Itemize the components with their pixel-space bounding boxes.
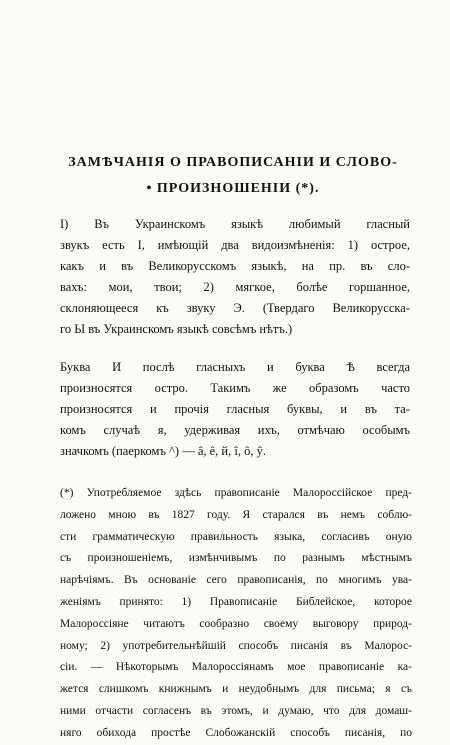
footnote-line: нарѣчіямъ. Въ основаніе сего правописанія, по многимъ ува- bbox=[60, 574, 412, 587]
paragraph-pronunciation bbox=[60, 357, 410, 462]
footnote-line: жется слишкомъ книжнымъ и неудобнымъ для письма; я съ bbox=[60, 683, 412, 696]
text-line: I) Въ Украинскомъ языкѣ любимый гласный bbox=[60, 217, 410, 231]
text-line: комъ случаѣ я, удерживая ихъ, отмѣчаю особымъ bbox=[60, 423, 410, 437]
text-line: значкомъ (паеркомъ ^) — â, ê, й, î, ô, ŷ. bbox=[60, 444, 266, 458]
footnote-line: ному; 2) употребительнѣйшій способъ писанія въ Малорос- bbox=[60, 639, 412, 652]
text-line: склоняющееся къ звуку Э. (Твердаго Великорусска- bbox=[60, 301, 410, 315]
footnote-line: сіи. — Нѣкоторымъ Малороссіянамъ мое правописаніе ка- bbox=[60, 661, 412, 674]
text-line: какъ и въ Великорусскомъ языкѣ, на пр. въ сло- bbox=[60, 259, 410, 273]
text-line: произносятся остро. Такимъ же образомъ часто bbox=[60, 381, 410, 395]
footnote-line: сти грамматическую правильность языка, согласивъ оную bbox=[60, 530, 412, 543]
footnote bbox=[60, 483, 412, 745]
text-line: Буква И послѣ гласныхъ и буква Ѣ всегда bbox=[60, 360, 410, 374]
text-line: произносятся и прочія гласныя буквы, и въ та- bbox=[60, 402, 410, 416]
title-line: • ПРОИЗНОШЕНІИ (*). bbox=[146, 181, 320, 196]
footnote-line: Малороссіяне читаютъ сообразно своему выговору природ- bbox=[60, 617, 412, 630]
footnote-line: (*) Употребляемое здѣсь правописаніе Малороссійское пред- bbox=[60, 487, 412, 499]
text-line: вахъ: мои, твои; 2) мягкое, болѣе горшанное, bbox=[60, 280, 410, 294]
footnote-line: ними отчасти согласенъ въ этомъ, и думаю, что для домаш- bbox=[60, 704, 412, 717]
title-line: ЗАМѢЧАНІЯ О ПРАВОПИСАНІИ И СЛОВО- bbox=[68, 155, 398, 170]
footnote-line: женіямъ принято: 1) Правописаніе Библейское, которое bbox=[60, 595, 412, 608]
paragraph-vowel-i bbox=[60, 214, 410, 340]
footnote-line: ложено мною въ 1827 году. Я старался въ немъ соблю- bbox=[60, 508, 412, 521]
text-line: го Ы въ Украинскомъ языкѣ совсѣмъ нѣтъ.) bbox=[60, 322, 293, 336]
section-title bbox=[48, 150, 418, 202]
footnote-line: съ произношеніемъ, измѣнчивымъ по разнымъ мѣстнымъ bbox=[60, 552, 412, 565]
text-line: звукъ есть І, имѣющій два видоизмѣненія: 1) острое, bbox=[60, 238, 410, 252]
footnote-line: няго обихода простѣе Слобожанскій способъ писанія, по bbox=[60, 726, 412, 739]
